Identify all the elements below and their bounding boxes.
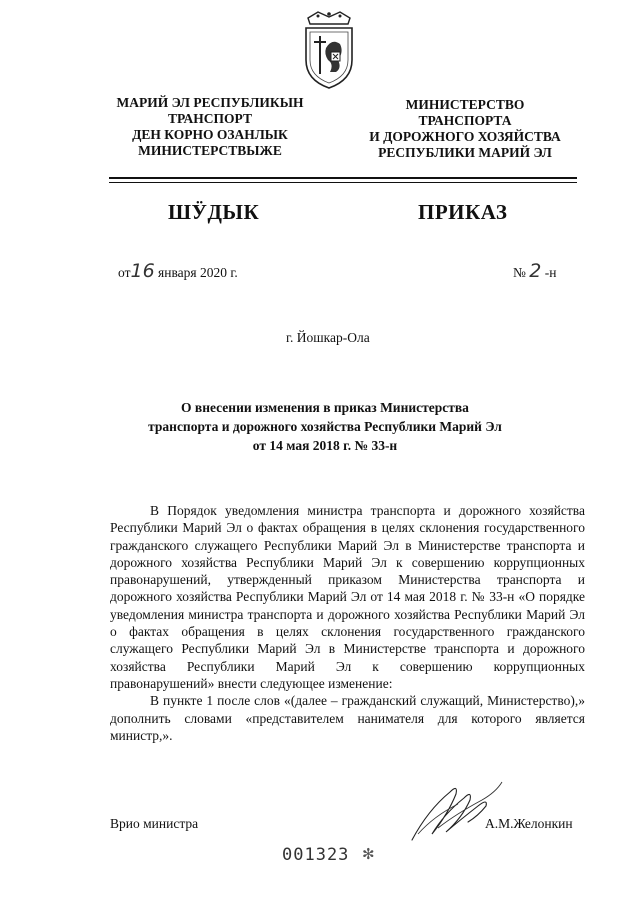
date-prefix: от xyxy=(118,265,131,280)
header-left-ministry-name xyxy=(100,95,320,159)
header-divider-thick xyxy=(109,177,577,179)
number-handwritten: 2 xyxy=(529,260,542,282)
subject-line: от 14 мая 2018 г. № 33-н xyxy=(252,438,398,453)
order-number xyxy=(513,260,556,282)
subject-line: О внесении изменения в приказ Министерства xyxy=(181,400,469,415)
document-title-russian: ПРИКАЗ xyxy=(418,200,508,224)
header-divider-thin xyxy=(109,182,577,183)
header-right-line: ТРАНСПОРТА xyxy=(418,113,512,128)
date-day-handwritten: 16 xyxy=(130,260,155,282)
document-title-mari: ШӰДЫК xyxy=(168,200,260,224)
body-paragraph: В Порядок уведомления министра транспорта и дорожного хозяйства Республики Марий Эл о фактах обращения в целях склонения государственного гражданского служащего Республики Марий Эл в Министерстве транспорта и дорожного хозяйства Республики Марий Эл к совершению коррупционных правонарушений, утвержденный приказом Министерства транспорта и дорожного хозяйства Республики Марий Эл от 14 мая 2018 г. № 33-н «О порядке уведомления министра транспорта и дорожного хозяйства Республики Марий Эл о фактах обращения в целях склонения государственного гражданского служащего Республики Марий Эл в Министерстве транспорта и дорожного хозяйства Республики Марий Эл к совершению коррупционных правонарушений» внести следующее изменение: xyxy=(110,503,585,691)
header-left-line: МАРИЙ ЭЛ РЕСПУБЛИКЫН xyxy=(116,95,304,110)
city-name: г. Йошкар-Ола xyxy=(286,330,370,345)
order-date xyxy=(118,260,238,282)
header-left-line: ТРАНСПОРТ xyxy=(168,111,252,126)
signer-name: А.М.Желонкин xyxy=(485,816,573,831)
number-prefix: № xyxy=(513,265,526,280)
document-serial-number: 001323 xyxy=(282,845,350,865)
header-right-line: МИНИСТЕРСТВО xyxy=(405,97,525,112)
order-subject xyxy=(110,398,540,455)
date-rest: января 2020 г. xyxy=(158,265,238,280)
order-body xyxy=(110,502,585,744)
header-right-line: РЕСПУБЛИКИ МАРИЙ ЭЛ xyxy=(378,145,552,160)
body-paragraph: В пункте 1 после слов «(далее – гражданский служащий, Министерство),» дополнить словами «представителем нанимателя для которого является министр,». xyxy=(110,693,585,743)
asterisk-icon: ✻ xyxy=(362,845,375,863)
handwritten-signature xyxy=(398,770,508,850)
header-right-line: И ДОРОЖНОГО ХОЗЯЙСТВА xyxy=(369,129,561,144)
header-left-line: МИНИСТЕРСТВЫЖЕ xyxy=(138,143,282,158)
number-suffix: -н xyxy=(544,265,557,280)
coat-of-arms-icon xyxy=(298,8,360,92)
header-right-ministry-name xyxy=(350,97,580,161)
signer-position: Врио министра xyxy=(110,816,199,831)
subject-line: транспорта и дорожного хозяйства Республики Марий Эл xyxy=(148,419,502,434)
header-left-line: ДЕН КОРНО ОЗАНЛЫК xyxy=(132,127,288,142)
